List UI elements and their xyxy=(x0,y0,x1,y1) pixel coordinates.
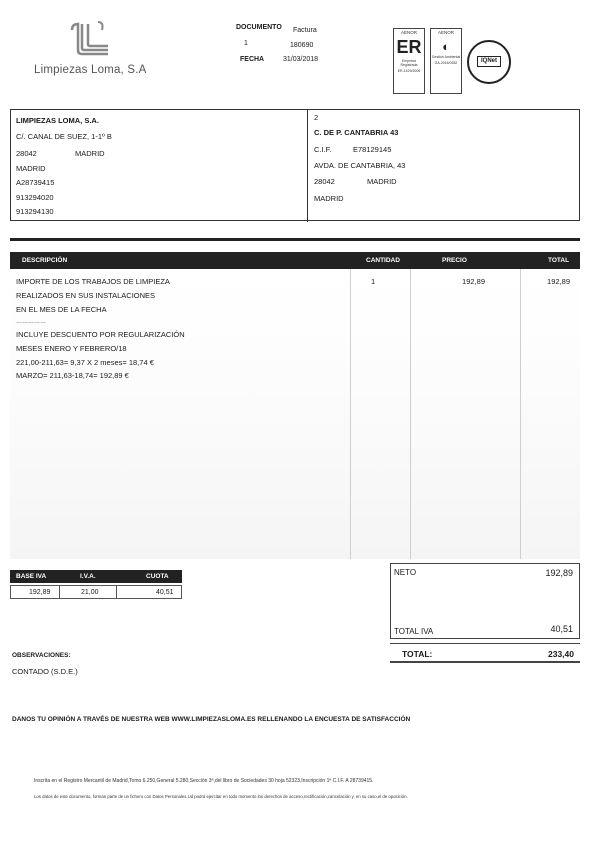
issuer-cif: A28739415 xyxy=(16,178,55,187)
header-quantity: CANTIDAD xyxy=(366,257,400,264)
grand-total-row xyxy=(390,643,580,663)
company-logo-name: Limpiezas Loma, S.A xyxy=(34,64,147,76)
header-description: DESCRIPCIÓN xyxy=(22,257,68,264)
company-logo xyxy=(30,20,170,80)
date-label: FECHA xyxy=(240,56,265,63)
item-price: 192,89 xyxy=(462,277,485,286)
ga-icon: ◐ xyxy=(442,39,450,54)
observations-value: CONTADO (S.D.E.) xyxy=(12,667,78,676)
document-type: Factura xyxy=(293,27,317,34)
iva-rate: 21,00 xyxy=(81,589,99,596)
description-line: MARZO= 211,63-18,74= 192,89 € xyxy=(16,371,129,380)
iva-header xyxy=(10,570,182,583)
client-name: C. DE P. CANTABRIA 43 xyxy=(314,128,399,137)
iva-header-rate: I.V.A. xyxy=(80,573,96,580)
totals-box xyxy=(390,563,580,639)
client-postal-code: 28042 xyxy=(314,177,335,186)
iva-row xyxy=(10,585,182,599)
header-total: TOTAL xyxy=(548,257,570,264)
iva-quota: 40,51 xyxy=(156,589,174,596)
address-boxes xyxy=(10,109,580,221)
total-iva-value: 40,51 xyxy=(550,624,573,634)
observations-label: OBSERVACIONES: xyxy=(12,652,71,659)
company-logo-icon xyxy=(68,20,116,60)
item-total: 192,89 xyxy=(547,277,570,286)
grand-total-label: TOTAL: xyxy=(402,649,433,659)
issuer-phone-1: 913294020 xyxy=(16,193,54,202)
iva-base: 192,89 xyxy=(29,589,51,596)
document-number: 180690 xyxy=(290,42,314,49)
description-line: INCLUYE DESCUENTO POR REGULARIZACIÓN xyxy=(16,330,185,339)
issuer-postal-code: 28042 xyxy=(16,149,37,158)
issuer-city: MADRID xyxy=(75,149,105,158)
registry-note: Inscrita en el Registro Mercantil de Madrid,Tomo 6.250,General 5.280,Sección 3ª,del libro de Sociedades 30 hoja 52323,Inscripción 1ª C.I.F. A 28739415. xyxy=(34,778,374,784)
neto-label: NETO xyxy=(394,568,417,577)
client-cif: E78129145 xyxy=(353,145,392,154)
aenor-er-certificate: AENOR ER Empresa Registrada ER-1429/2006 xyxy=(393,28,425,94)
issuer-name: LIMPIEZAS LOMA, S.A. xyxy=(16,116,99,125)
header-price: PRECIO xyxy=(442,257,467,264)
description-line: IMPORTE DE LOS TRABAJOS DE LIMPIEZA xyxy=(16,277,170,286)
description-line: 221,00-211,63= 9,37 X 2 meses= 18,74 € xyxy=(16,358,154,367)
client-cif-label: C.I.F. xyxy=(314,145,332,154)
client-address: AVDA. DE CANTABRIA, 43 xyxy=(314,161,406,170)
issuer-phone-2: 913294130 xyxy=(16,207,54,216)
column-divider xyxy=(410,269,411,559)
client-code: 2 xyxy=(314,113,319,122)
iqnet-certificate: IQNet xyxy=(467,40,511,84)
certification-logos xyxy=(393,28,518,94)
neto-value: 192,89 xyxy=(545,568,573,578)
column-divider xyxy=(350,269,351,559)
items-table-body xyxy=(10,269,580,559)
issuer-address: C/. CANAL DE SUEZ, 1-1º B xyxy=(16,132,112,141)
privacy-note: Los datos de este documento, forman parte de un fichero con Datos Personales.Ud podrá ejercitar en todo momento los derechos de acceso,rectificación,cancelación y, en su caso,el de oposición. xyxy=(34,794,408,799)
description-line: MESES ENERO Y FEBRERO/18 xyxy=(16,344,127,353)
survey-message: DANOS TU OPINIÓN A TRAVÉS DE NUESTRA WEB WWW.LIMPIEZASLOMA.ES RELLENANDO LA ENCUESTA DE SATISFACCIÓN xyxy=(12,716,411,723)
grand-total-value: 233,40 xyxy=(548,649,574,659)
document-label: DOCUMENTO xyxy=(236,24,282,31)
document-date: 31/03/2018 xyxy=(283,56,319,63)
description-line: EN EL MES DE LA FECHA xyxy=(16,305,107,314)
column-divider xyxy=(520,269,521,559)
description-line: REALIZADOS EN SUS INSTALACIONES xyxy=(16,291,156,300)
items-table-header xyxy=(10,252,580,269)
iva-header-base: BASE IVA xyxy=(16,573,47,580)
issuer-province: MADRID xyxy=(16,164,46,173)
description-line: …………… xyxy=(16,319,46,325)
aenor-ga-certificate: AENOR ◐ Gestión Ambiental GA-2016/0352 xyxy=(430,28,462,94)
section-rule xyxy=(10,238,580,241)
client-city: MADRID xyxy=(367,177,397,186)
iva-header-quota: CUOTA xyxy=(146,573,169,580)
document-series: 1 xyxy=(244,40,248,47)
item-quantity: 1 xyxy=(371,277,376,286)
box-divider xyxy=(307,110,308,222)
client-province: MADRID xyxy=(314,194,344,203)
total-iva-label: TOTAL IVA xyxy=(394,627,434,636)
